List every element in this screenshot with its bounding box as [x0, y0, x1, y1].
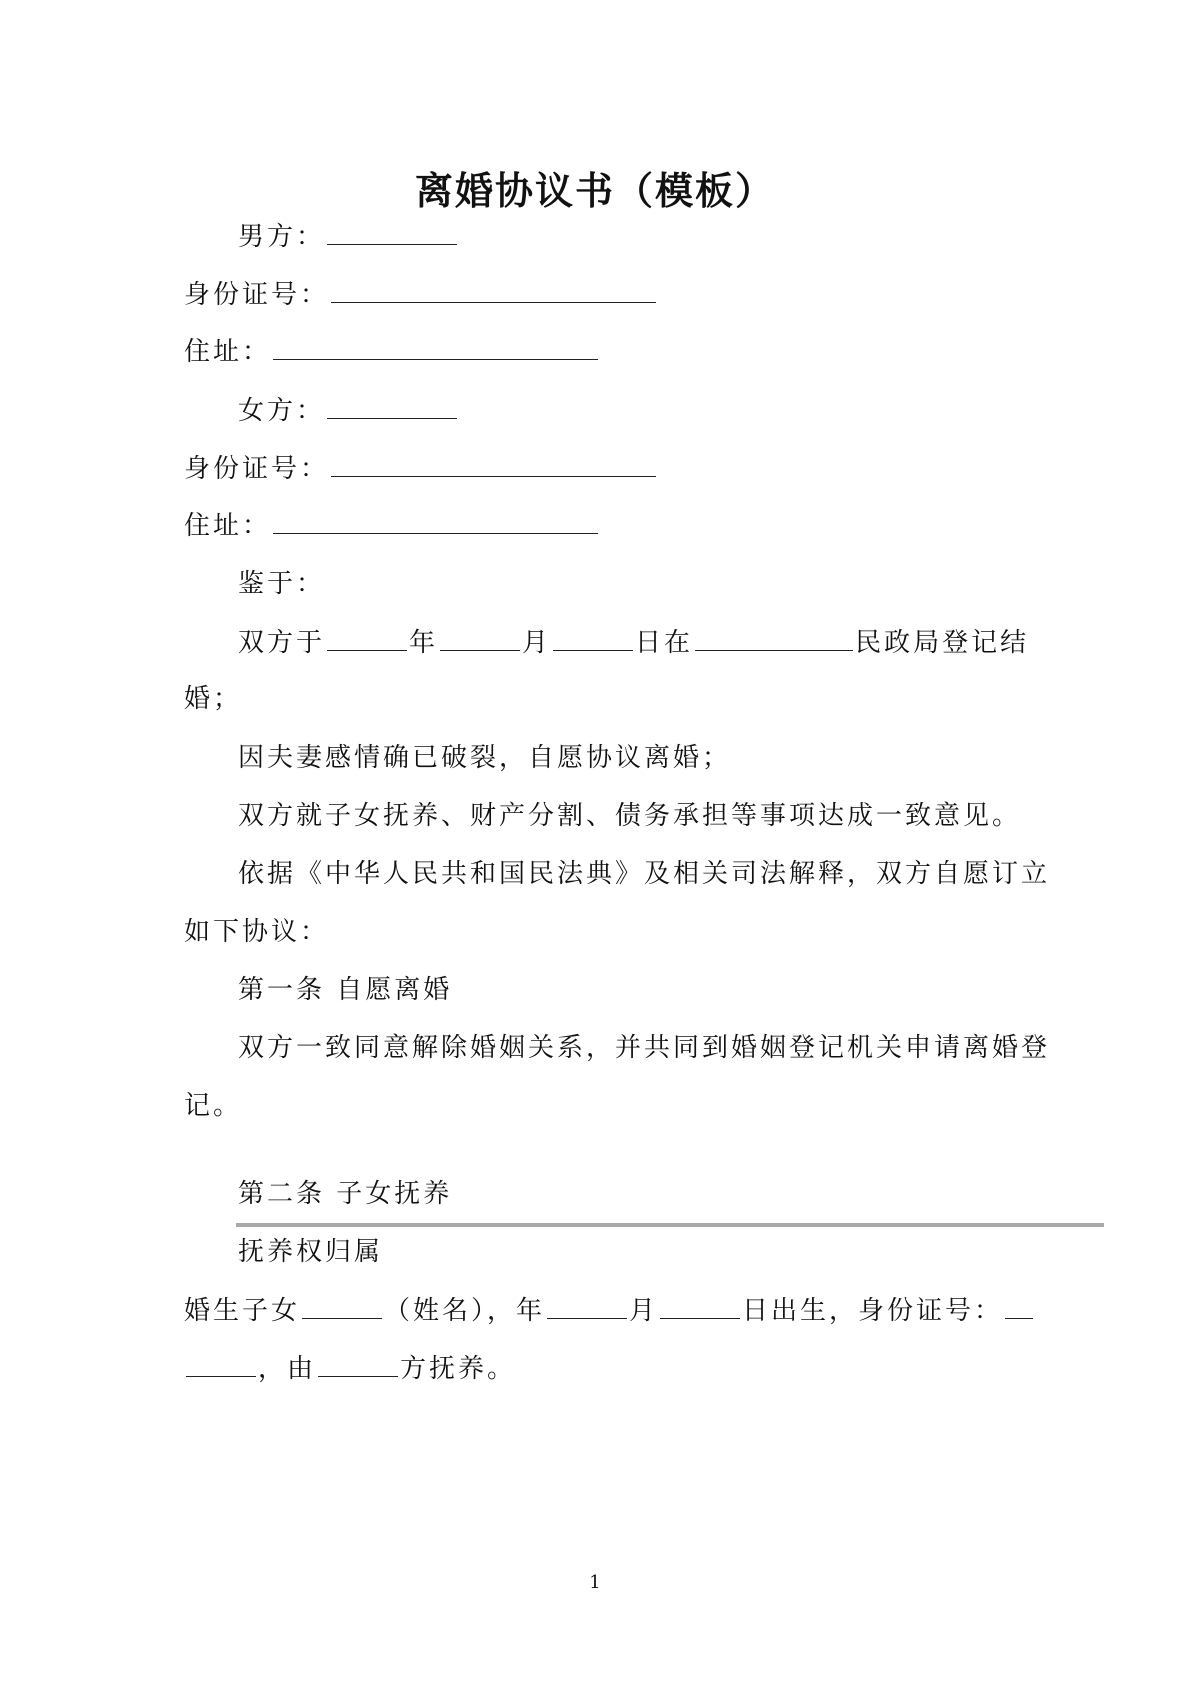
text-segment: 方抚养。 [400, 1354, 517, 1384]
article1-cont: 记。 [184, 1091, 243, 1121]
bureau-blank [695, 624, 853, 651]
child-day-blank [660, 1292, 740, 1319]
male-id-line [184, 276, 658, 313]
address-label: 住址： [184, 337, 272, 367]
legal-basis-line: 依据《中华人民共和国民法典》及相关司法解释，双方自愿订立 [238, 859, 1051, 889]
article2-heading: 第二条 子女抚养 [238, 1179, 453, 1209]
month-blank [440, 624, 520, 651]
female-id-line [184, 450, 658, 487]
legal-basis-cont: 如下协议： [184, 917, 330, 947]
child-name-blank [302, 1292, 382, 1319]
custodian-blank [318, 1350, 398, 1377]
text-segment: 年 [409, 628, 439, 658]
day-blank [553, 624, 633, 651]
text-segment: 双方于 [238, 628, 326, 658]
consensus-line: 双方就子女抚养、财产分割、债务承担等事项达成一致意见。 [238, 801, 1022, 831]
female-party-line [238, 392, 459, 429]
text-segment: 婚生子女 [184, 1296, 301, 1326]
male-label: 男方： [238, 222, 326, 252]
page-number: 1 [589, 1572, 601, 1593]
marriage-line-cont: 婚； [184, 684, 243, 714]
id-label: 身份证号： [184, 280, 330, 310]
male-party-line [238, 218, 459, 255]
female-address-blank [273, 507, 598, 534]
child-info-line [184, 1292, 1035, 1329]
id-label: 身份证号： [184, 454, 330, 484]
marriage-date-line [238, 624, 1029, 661]
male-name-blank [327, 218, 457, 245]
male-id-blank [331, 276, 656, 303]
female-name-blank [327, 392, 457, 419]
female-label: 女方： [238, 396, 326, 426]
reason-line: 因夫妻感情确已破裂，自愿协议离婚； [238, 743, 732, 773]
child-id-blank-cont [186, 1350, 256, 1377]
child-id-blank [1005, 1292, 1033, 1319]
child-month-blank [547, 1292, 627, 1319]
article1-text: 双方一致同意解除婚姻关系，并共同到婚姻登记机关申请离婚登 [238, 1033, 1051, 1063]
year-blank [327, 624, 407, 651]
text-segment: ，由 [258, 1354, 317, 1384]
male-address-blank [273, 333, 598, 360]
text-segment: 月 [522, 628, 552, 658]
text-segment: 民政局登记结 [855, 628, 1030, 658]
female-id-blank [331, 450, 656, 477]
article1-heading: 第一条 自愿离婚 [238, 975, 453, 1005]
text-segment: 月 [629, 1296, 659, 1326]
document-title: 离婚协议书（模板） [414, 169, 775, 213]
text-segment: 日出生，身份证号： [742, 1296, 1004, 1326]
custody-heading: 抚养权归属 [238, 1237, 384, 1267]
text-segment: 日在 [635, 628, 694, 658]
whereas-line: 鉴于： [238, 569, 326, 599]
child-info-cont [184, 1350, 516, 1387]
address-label: 住址： [184, 511, 272, 541]
page-divider [236, 1223, 1104, 1227]
female-address-line [184, 507, 600, 544]
text-segment: （姓名），年 [384, 1296, 546, 1326]
male-address-line [184, 333, 600, 370]
